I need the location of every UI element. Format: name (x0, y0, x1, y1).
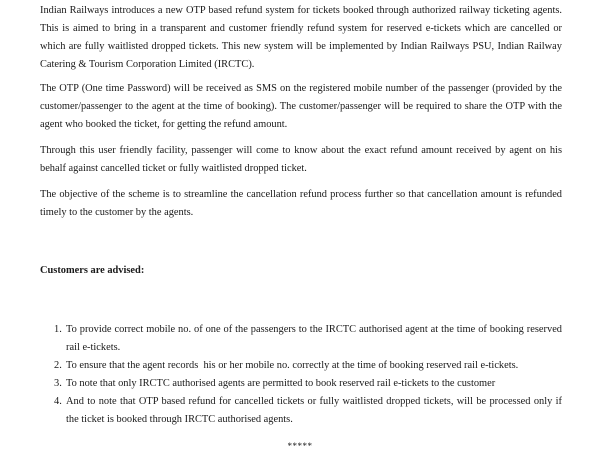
otp-sms-paragraph: The OTP (One time Password) will be received as SMS on the registered mobile number of the passenger (provided by the customer/passenger to the agent at the time of booking). The customer/passenger will be required to share the OTP with the agent who booked the ticket, for getting the refund amount. (40, 83, 562, 130)
advice-item-text: And to note that OTP based refund for cancelled tickets or fully waitlisted dropped tickets, will be processed only if the ticket is booked through IRCTC authorised agents. (66, 396, 562, 425)
advice-item-text: To ensure that the agent records his or her mobile no. correctly at the time of booking reserved rail e-tickets. (66, 360, 519, 371)
advice-item-text: To provide correct mobile no. of one of the passengers to the IRCTC authorised agent at the time of booking reserved rail e-tickets. (66, 324, 562, 353)
advice-item-number: 2. (54, 360, 62, 371)
advice-item (54, 321, 562, 357)
scheme-objective-paragraph: The objective of the scheme is to streamline the cancellation refund process further so that cancellation amount is refunded timely to the customer by the agents. (40, 189, 562, 218)
advice-item (54, 375, 562, 393)
advice-item (54, 393, 562, 429)
advice-list (54, 321, 562, 429)
customers-advised-heading: Customers are advised: (40, 265, 145, 276)
advice-item-text: To note that only IRCTC authorised agents are permitted to book reserved rail e-tickets to the customer (66, 378, 496, 389)
refund-facility-paragraph: Through this user friendly facility, passenger will come to know about the exact refund amount received by agent on his behalf against cancelled ticket or fully waitlisted dropped ticket. (40, 145, 562, 174)
advice-item-number: 4. (54, 396, 62, 407)
end-of-notice-mark: ***** (287, 441, 313, 451)
advice-item (54, 357, 562, 375)
advice-item-number: 3. (54, 378, 62, 389)
intro-paragraph: Indian Railways introduces a new OTP based refund system for tickets booked through authorized railway ticketing agents. This is aimed to bring in a transparent and customer friendly refund system for reserved e-tickets which are cancelled or which are fully waitlisted dropped tickets. This new system will be implemented by Indian Railways PSU, Indian Railway Catering & Tourism Corporation Limited (IRCTC). (40, 5, 562, 70)
advice-item-number: 1. (54, 324, 62, 335)
